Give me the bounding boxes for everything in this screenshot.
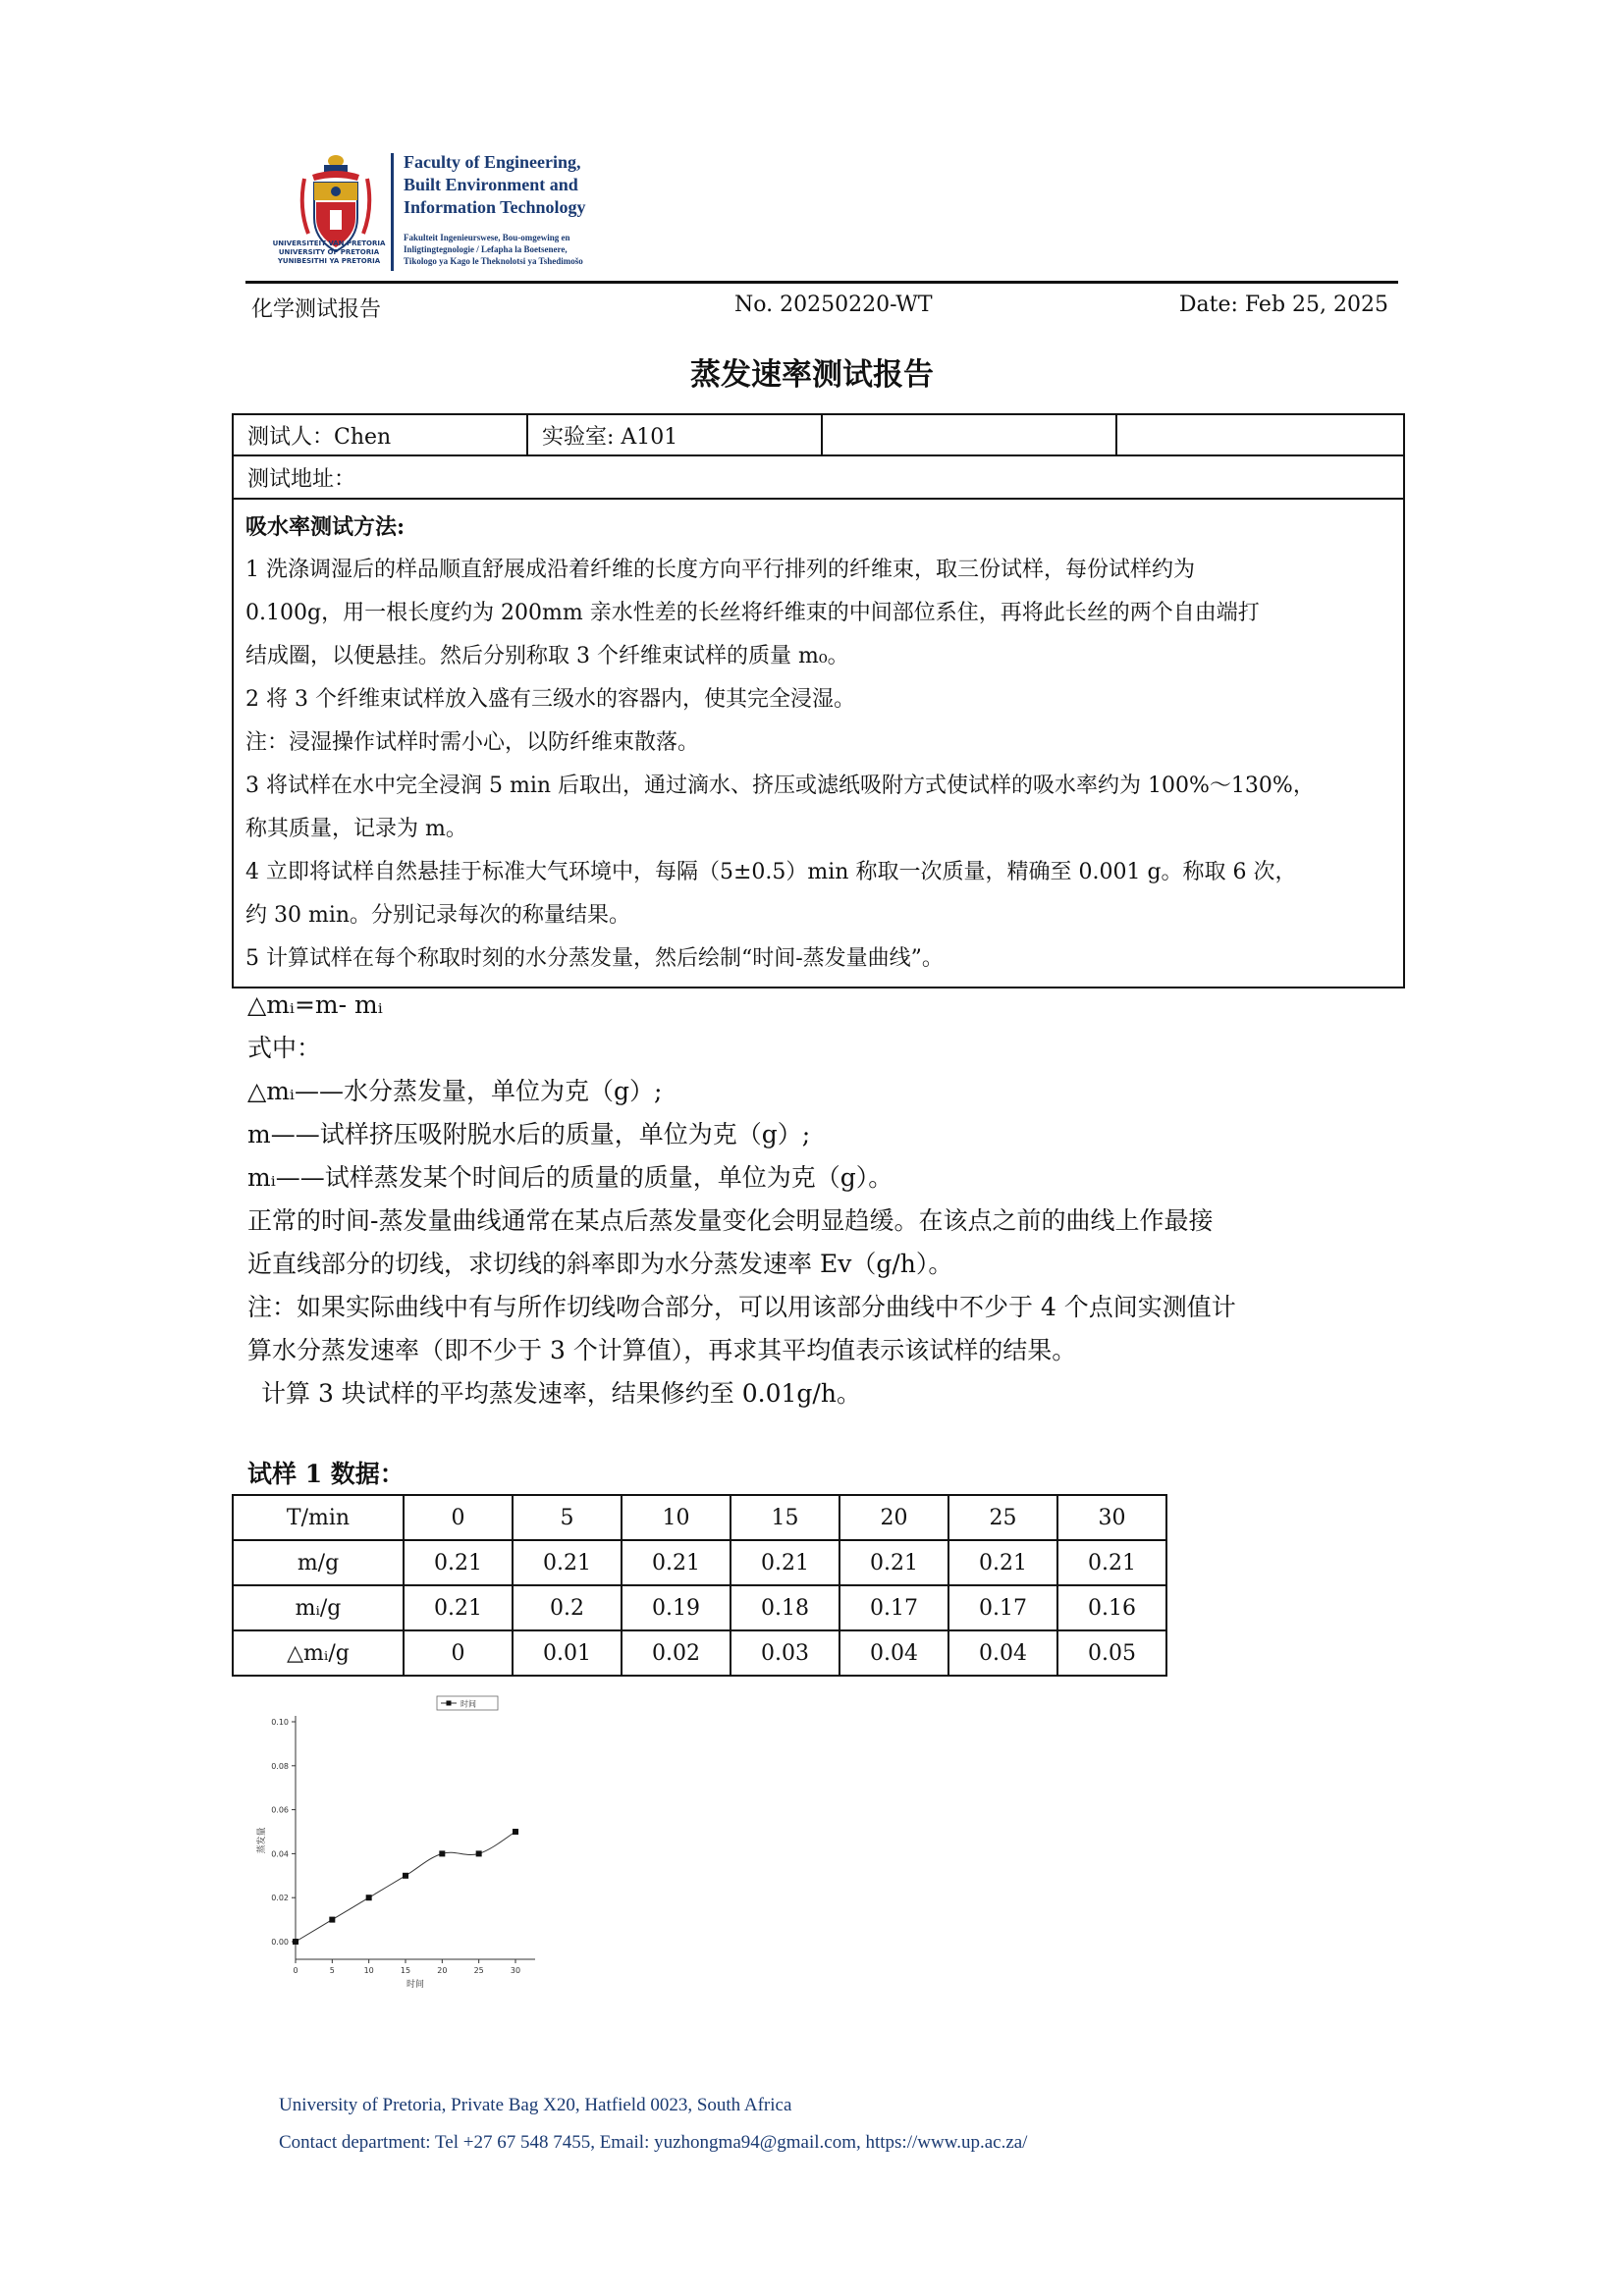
evaporation-chart: [250, 1688, 604, 2002]
table-cell: 0: [404, 1630, 513, 1676]
data-point: [476, 1850, 482, 1856]
formula-definition: △mᵢ——水分蒸发量，单位为克（g）;: [247, 1077, 663, 1105]
lab-cell: 实验室: A101: [527, 414, 822, 455]
table-cell: 0.01: [513, 1630, 622, 1676]
formula-where: 式中：: [247, 1034, 322, 1062]
x-tick-label: 30: [510, 1966, 521, 1975]
chart-points: [293, 1829, 518, 1945]
y-tick-label: 0.00: [271, 1938, 289, 1947]
table-cell: 0.18: [731, 1585, 839, 1630]
y-axis-label: 蒸发量: [257, 1827, 267, 1854]
report-number: No. 20250220-WT: [734, 293, 933, 317]
method-title: 吸水率测试方法:: [245, 514, 406, 540]
report-type: 化学测试报告: [251, 297, 382, 322]
address-cell: 测试地址：: [233, 455, 1404, 499]
y-tick-label: 0.10: [271, 1718, 289, 1727]
formula-definition: m——试样挤压吸附脱水后的质量，单位为克（g）;: [247, 1120, 811, 1148]
table-cell: 0.21: [1057, 1540, 1166, 1585]
empty-cell: [822, 414, 1116, 455]
table-cell: 30: [1057, 1495, 1166, 1540]
table-cell: 0.21: [513, 1540, 622, 1585]
row-label: m/g: [233, 1540, 404, 1585]
formula-equation: △mᵢ=m- mᵢ: [247, 990, 383, 1019]
uni-line-1: UNIVERSITEIT VAN PRETORIA: [272, 240, 386, 247]
x-axis-label: 时间: [406, 1980, 425, 1990]
table-row: [233, 1495, 1166, 1540]
empty-cell: [1116, 414, 1404, 455]
table-cell: 10: [622, 1495, 731, 1540]
report-date: Date: Feb 25, 2025: [1178, 293, 1388, 317]
chart-axes: [255, 1716, 535, 1990]
method-line: 3 将试样在水中完全浸润 5 min 后取出，通过滴水、挤压或滤纸吸附方式使试样的吸水率约为 100%～130%，: [245, 774, 1315, 798]
info-row: [233, 414, 1404, 455]
address-row: [233, 455, 1404, 499]
faculty-sub-line-2: Inligtingtegnologie / Lefapha la Boetsenere,: [404, 244, 568, 254]
table-cell: 20: [839, 1495, 948, 1540]
table-cell: 0.17: [839, 1585, 948, 1630]
paragraph-line: 近直线部分的切线，求切线的斜率即为水分蒸发速率 Ev（g/h）。: [247, 1250, 953, 1278]
data-point: [439, 1850, 445, 1856]
method-line: 1 洗涤调湿后的样品顺直舒展成沿着纤维的长度方向平行排列的纤维束，取三份试样，每份试样约为: [245, 558, 1195, 582]
sample-1-data-table: [232, 1494, 1167, 1677]
university-name-lettering: [271, 240, 387, 266]
y-tick-label: 0.06: [271, 1805, 289, 1815]
chart-legend: [437, 1696, 498, 1710]
formula-definition: mᵢ——试样蒸发某个时间后的质量的质量，单位为克（g）。: [247, 1163, 893, 1192]
legend-label: 时间: [460, 1699, 476, 1709]
table-cell: 0.05: [1057, 1630, 1166, 1676]
sample-1-title: 试样 1 数据：: [247, 1460, 405, 1488]
logo-divider: [391, 153, 394, 271]
faculty-sub-line-1: Fakulteit Ingenieurswese, Bou-omgewing en: [404, 233, 570, 242]
data-point: [329, 1917, 335, 1923]
row-label: T/min: [233, 1495, 404, 1540]
faculty-sub-line-3: Tikologo ya Kago le Theknolotsi ya Tshedimošo: [404, 256, 583, 266]
uni-line-2: UNIVERSITY OF PRETORIA: [278, 248, 380, 256]
method-line: 5 计算试样在每个称取时刻的水分蒸发量，然后绘制“时间-蒸发量曲线”。: [245, 946, 944, 971]
method-cell: [233, 499, 1404, 988]
table-cell: 0.21: [731, 1540, 839, 1585]
data-point: [513, 1829, 518, 1835]
table-row: [233, 1540, 1166, 1585]
info-table: [232, 413, 1405, 988]
faculty-name: [404, 151, 639, 219]
table-cell: 0.21: [404, 1540, 513, 1585]
data-point: [293, 1939, 298, 1945]
table-cell: 5: [513, 1495, 622, 1540]
x-tick-label: 15: [400, 1966, 411, 1975]
table-cell: 25: [948, 1495, 1057, 1540]
table-cell: 15: [731, 1495, 839, 1540]
table-cell: 0.21: [948, 1540, 1057, 1585]
paragraph-line: 正常的时间-蒸发量曲线通常在某点后蒸发量变化会明显趋缓。在该点之前的曲线上作最接: [247, 1206, 1214, 1235]
table-cell: 0.04: [948, 1630, 1057, 1676]
table-cell: 0.03: [731, 1630, 839, 1676]
row-label: mᵢ/g: [233, 1585, 404, 1630]
paragraph-line: 算水分蒸发速率（即不少于 3 个计算值），再求其平均值表示该试样的结果。: [247, 1336, 1077, 1364]
table-cell: 0.21: [839, 1540, 948, 1585]
table-cell: 0.04: [839, 1630, 948, 1676]
table-cell: 0.19: [622, 1585, 731, 1630]
method-line: 0.100g，用一根长度约为 200mm 亲水性差的长丝将纤维束的中间部位系住，再将此长丝的两个自由端打: [245, 601, 1260, 625]
footer-address: University of Pretoria, Private Bag X20, Hatfield 0023, South Africa: [279, 2095, 792, 2115]
page-title: 蒸发速率测试报告: [690, 357, 934, 393]
x-tick-label: 10: [363, 1966, 374, 1975]
table-cell: 0.02: [622, 1630, 731, 1676]
faculty-line-1: Faculty of Engineering,: [404, 152, 581, 172]
table-cell: 0.21: [404, 1585, 513, 1630]
x-tick-label: 20: [437, 1966, 448, 1975]
table-cell: 0.21: [622, 1540, 731, 1585]
y-tick-label: 0.02: [271, 1894, 289, 1903]
data-point: [403, 1873, 408, 1879]
uni-line-3: YUNIBESITHI YA PRETORIA: [277, 257, 381, 265]
chart-series-line: [296, 1832, 515, 1942]
method-line: 注：浸湿操作试样时需小心，以防纤维束散落。: [245, 730, 700, 755]
method-line: 4 立即将试样自然悬挂于标准大气环境中，每隔（5±0.5）min 称取一次质量，精确至 0.001 g。称取 6 次，: [245, 860, 1297, 884]
footer-contact: Contact department: Tel +27 67 548 7455, Email: yuzhongma94@gmail.com, https://www.up.ac.za/: [279, 2132, 1028, 2153]
method-line: 2 将 3 个纤维束试样放入盛有三级水的容器内，使其完全浸湿。: [245, 687, 855, 712]
tester-cell: 测试人：Chen: [233, 414, 527, 455]
header-rule: [245, 281, 1398, 284]
table-cell: 0.16: [1057, 1585, 1166, 1630]
method-line: 约 30 min。分别记录每次的称量结果。: [245, 903, 631, 928]
y-tick-label: 0.08: [271, 1761, 289, 1771]
series-line-时间: [296, 1832, 515, 1942]
paragraph-line: 注：如果实际曲线中有与所作切线吻合部分，可以用该部分曲线中不少于 4 个点间实测值计: [247, 1293, 1236, 1321]
table-cell: 0.2: [513, 1585, 622, 1630]
faculty-line-3: Information Technology: [404, 197, 586, 217]
faculty-line-2: Built Environment and: [404, 175, 578, 194]
x-tick-label: 5: [329, 1966, 335, 1975]
method-line: 称其质量，记录为 m。: [245, 817, 467, 841]
x-tick-label: 25: [473, 1966, 484, 1975]
faculty-name-translations: [404, 232, 639, 267]
legend-marker: [447, 1701, 452, 1706]
table-cell: 0.17: [948, 1585, 1057, 1630]
x-tick-label: 0: [293, 1966, 298, 1975]
method-line: 结成圈，以便悬挂。然后分别称取 3 个纤维束试样的质量 m₀。: [245, 644, 849, 668]
paragraph-line: 计算 3 块试样的平均蒸发速率，结果修约至 0.01g/h。: [261, 1379, 861, 1408]
table-row: [233, 1585, 1166, 1630]
data-point: [366, 1895, 372, 1900]
method-row: [233, 499, 1404, 988]
y-tick-label: 0.04: [271, 1849, 289, 1859]
table-cell: 0: [404, 1495, 513, 1540]
row-label: △mᵢ/g: [233, 1630, 404, 1676]
table-row: [233, 1630, 1166, 1676]
